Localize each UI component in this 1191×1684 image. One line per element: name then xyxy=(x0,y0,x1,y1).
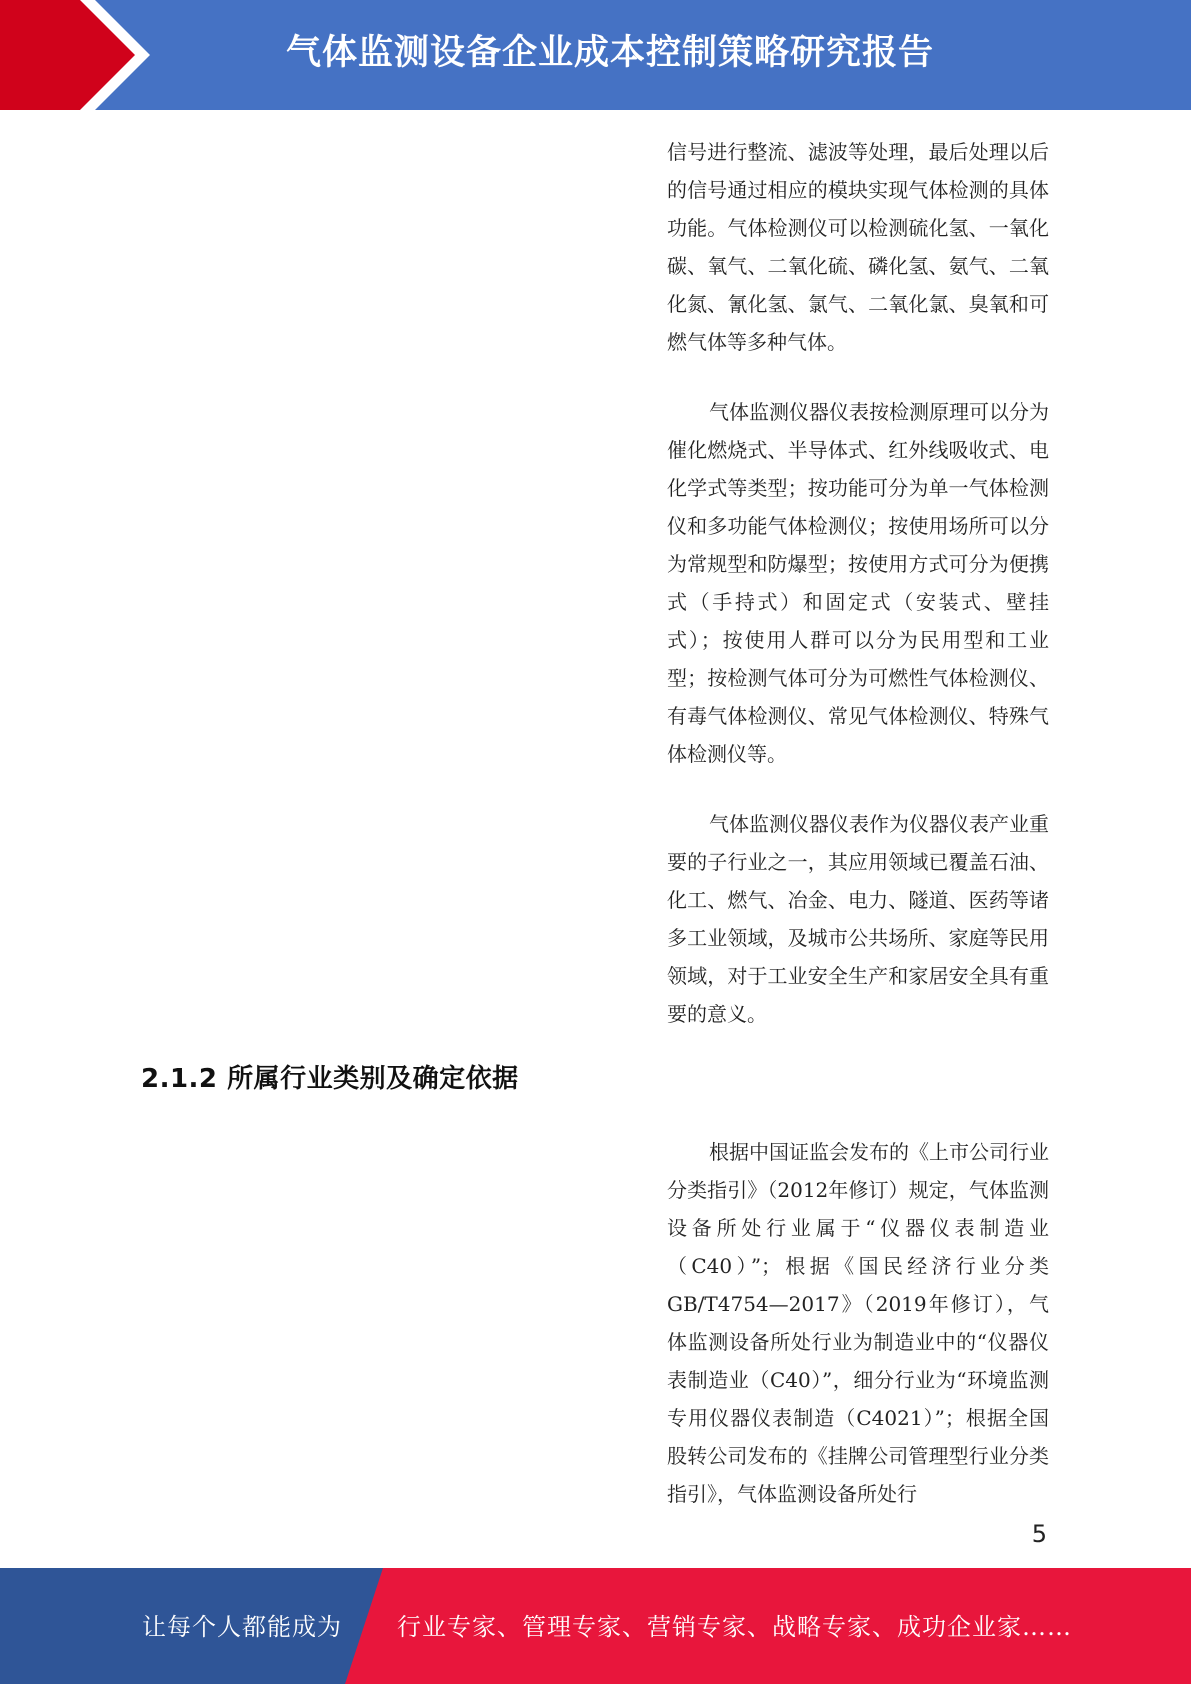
document-title: 气体监测设备企业成本控制策略研究报告 xyxy=(285,33,934,73)
section-heading: 2.1.2 所属行业类别及确定依据 xyxy=(141,1064,519,1094)
paragraph-text: 气体监测仪器仪表按检测原理可以分为催化燃烧式、半导体式、红外线吸收式、电化学式等类型；按功能可分为单一气体检测仪和多功能气体检测仪；按使用场所可以分为常规型和防爆型；按使用方式可分为便携式（手持式）和固定式（安装式、壁挂式）；按使用人群可以分为民用型和工业型；按检测气体可分为可燃性气体检测仪、有毒气体检测仪、常见气体检测仪、特殊气体检测仪等。 xyxy=(667,400,1049,766)
body-paragraph-1 xyxy=(667,133,1049,361)
paragraph-text: 气体监测仪器仪表作为仪器仪表产业重要的子行业之一，其应用领域已覆盖石油、化工、燃气、冶金、电力、隧道、医药等诸多工业领域，及城市公共场所、家庭等民用领域，对于工业安全生产和家居安全具有重要的意义。 xyxy=(667,812,1049,1026)
footer-slogan-left: 让每个人都能成为 xyxy=(142,1613,342,1641)
paragraph-text: 根据中国证监会发布的《上市公司行业分类指引》（2012年修订）规定，气体监测设备所处行业属于“仪器仪表制造业（C40）”；根据《国民经济行业分类GB/T4754—2017》（2019年修订），气体监测设备所处行业为制造业中的“仪器仪表制造业（C40）”，细分行业为“环境监测专用仪器仪表制造（C4021）”；根据全国股转公司发布的《挂牌公司管理型行业分类指引》，气体监测设备所处行 xyxy=(667,1140,1049,1506)
body-paragraph-4 xyxy=(667,1133,1049,1513)
body-paragraph-3 xyxy=(667,805,1049,1033)
page-footer xyxy=(0,1568,1191,1684)
page-number: 5 xyxy=(1031,1520,1047,1548)
page-header xyxy=(0,0,1191,110)
body-paragraph-2 xyxy=(667,393,1049,773)
header-arrow-decoration xyxy=(0,0,160,110)
footer-slogan-right: 行业专家、管理专家、营销专家、战略专家、成功企业家…… xyxy=(397,1613,1072,1641)
paragraph-text: 信号进行整流、滤波等处理，最后处理以后的信号通过相应的模块实现气体检测的具体功能。气体检测仪可以检测硫化氢、一氧化碳、氧气、二氧化硫、磷化氢、氨气、二氧化氮、氰化氢、氯气、二氧化氯、臭氧和可燃气体等多种气体。 xyxy=(667,140,1049,354)
